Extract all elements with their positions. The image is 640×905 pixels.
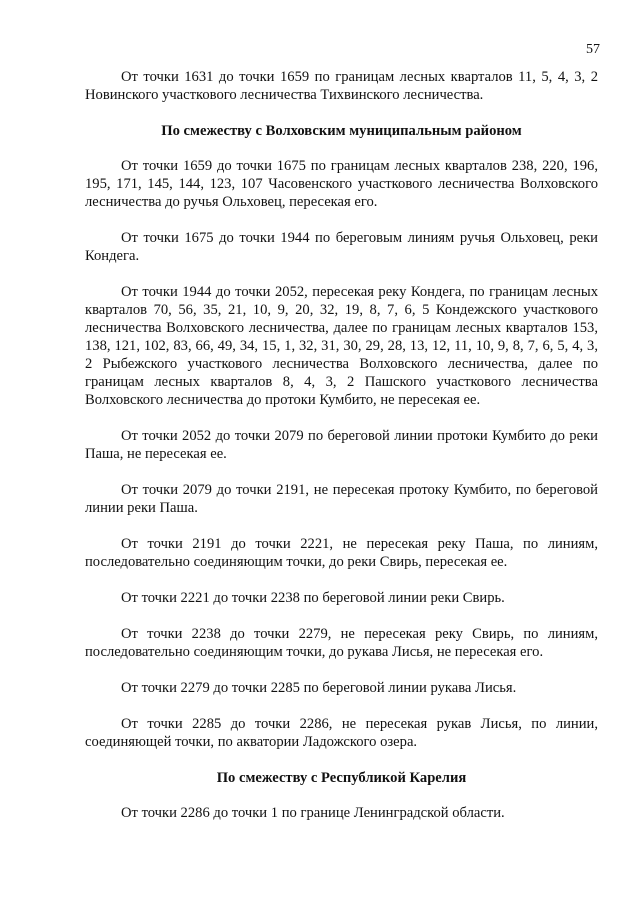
paragraph: От точки 1675 до точки 1944 по береговым линиям ручья Ольховец, реки Кондега. <box>85 230 598 264</box>
paragraph: От точки 2079 до точки 2191, не пересекая протоку Кумбито, по береговой линии реки Паша. <box>85 482 598 516</box>
paragraph: От точки 1659 до точки 1675 по границам лесных кварталов 238, 220, 196, 195, 171, 145, 144, 123, 107 Часовенского участкового лесничества Волховского лесничества до ручья Ольховец, пересекая его. <box>85 158 598 210</box>
page-number: 57 <box>586 42 600 57</box>
paragraph: От точки 2279 до точки 2285 по береговой линии рукава Лисья. <box>121 680 517 696</box>
section-heading: По смежеству с Республикой Карелия <box>216 770 467 786</box>
section-heading: По смежеству с Волховским муниципальным районом <box>161 123 522 139</box>
paragraph: От точки 2286 до точки 1 по границе Ленинградской области. <box>121 805 505 821</box>
paragraph: От точки 2221 до точки 2238 по береговой линии реки Свирь. <box>121 590 505 606</box>
paragraph: От точки 1944 до точки 2052, пересекая реку Кондега, по границам лесных кварталов 70, 56, 35, 21, 10, 9, 20, 32, 19, 8, 7, 6, 5 Кондежского участкового лесничества Волховского лесничества, далее по границам лесных кварталов 153, 138, 121, 102, 83, 66, 49, 34, 15, 1, 32, 31, 30, 29, 28, 13, 12, 11, 10, 9, 8, 7, 6, 5, 4, 3, 2 Рыбежского участкового лесничества Волховского лесничества, далее по границам лесных кварталов 8, 4, 3, 2 Пашского участкового лесничества Волховского лесничества до протоки Кумбито, не пересекая ее. <box>85 284 598 408</box>
paragraph: От точки 2238 до точки 2279, не пересекая реку Свирь, по линиям, последовательно соединяющим точки, до рукава Лисья, не пересекая его. <box>85 626 598 660</box>
paragraph: От точки 1631 до точки 1659 по границам лесных кварталов 11, 5, 4, 3, 2 Новинского участкового лесничества Тихвинского лесничества. <box>85 69 598 103</box>
paragraph: От точки 2052 до точки 2079 по береговой линии протоки Кумбито до реки Паша, не пересекая ее. <box>85 428 598 462</box>
paragraph: От точки 2285 до точки 2286, не пересекая рукав Лисья, по линии, соединяющей точки, по акватории Ладожского озера. <box>85 716 598 750</box>
paragraph: От точки 2191 до точки 2221, не пересекая реку Паша, по линиям, последовательно соединяющим точки, до реки Свирь, пересекая ее. <box>85 536 598 570</box>
document-body <box>85 68 598 840</box>
